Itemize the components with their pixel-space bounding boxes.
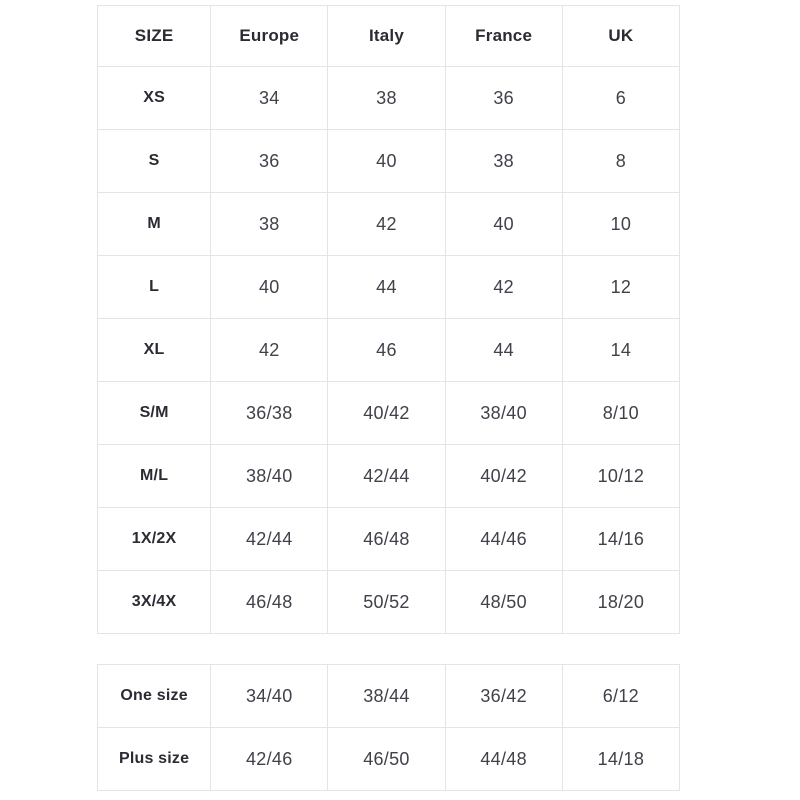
row-label-cell: One size xyxy=(98,665,211,728)
value-cell: 38/40 xyxy=(445,382,562,445)
table-row xyxy=(98,382,680,445)
value-cell: 38 xyxy=(328,67,445,130)
table-row xyxy=(98,445,680,508)
table-row xyxy=(98,508,680,571)
value-cell: 46/48 xyxy=(328,508,445,571)
row-label-cell: Plus size xyxy=(98,728,211,791)
row-label-cell: 1X/2X xyxy=(98,508,211,571)
value-cell: 36 xyxy=(211,130,328,193)
size-table-header xyxy=(98,6,680,67)
size-tables-container xyxy=(97,5,680,791)
value-cell: 42/46 xyxy=(211,728,328,791)
value-cell: 34/40 xyxy=(211,665,328,728)
value-cell: 14/16 xyxy=(562,508,679,571)
value-cell: 42 xyxy=(328,193,445,256)
value-cell: 36/42 xyxy=(445,665,562,728)
table-row xyxy=(98,193,680,256)
table-row xyxy=(98,728,680,791)
column-header: Italy xyxy=(328,6,445,67)
value-cell: 46/48 xyxy=(211,571,328,634)
table-row xyxy=(98,67,680,130)
value-cell: 6/12 xyxy=(562,665,679,728)
value-cell: 40/42 xyxy=(445,445,562,508)
value-cell: 40 xyxy=(328,130,445,193)
value-cell: 46/50 xyxy=(328,728,445,791)
value-cell: 18/20 xyxy=(562,571,679,634)
table-row xyxy=(98,256,680,319)
value-cell: 44 xyxy=(445,319,562,382)
column-header: Europe xyxy=(211,6,328,67)
value-cell: 38 xyxy=(445,130,562,193)
column-header: SIZE xyxy=(98,6,211,67)
value-cell: 14/18 xyxy=(562,728,679,791)
value-cell: 36/38 xyxy=(211,382,328,445)
value-cell: 38/40 xyxy=(211,445,328,508)
value-cell: 38 xyxy=(211,193,328,256)
value-cell: 40/42 xyxy=(328,382,445,445)
row-label-cell: L xyxy=(98,256,211,319)
row-label-cell: XL xyxy=(98,319,211,382)
row-label-cell: XS xyxy=(98,67,211,130)
value-cell: 44/48 xyxy=(445,728,562,791)
value-cell: 46 xyxy=(328,319,445,382)
value-cell: 12 xyxy=(562,256,679,319)
value-cell: 40 xyxy=(211,256,328,319)
value-cell: 10 xyxy=(562,193,679,256)
row-label-cell: 3X/4X xyxy=(98,571,211,634)
table-row xyxy=(98,665,680,728)
value-cell: 8 xyxy=(562,130,679,193)
value-cell: 44 xyxy=(328,256,445,319)
special-sizes-table-body xyxy=(98,665,680,791)
value-cell: 10/12 xyxy=(562,445,679,508)
value-cell: 38/44 xyxy=(328,665,445,728)
value-cell: 42/44 xyxy=(211,508,328,571)
header-row xyxy=(98,6,680,67)
column-header: UK xyxy=(562,6,679,67)
value-cell: 48/50 xyxy=(445,571,562,634)
value-cell: 44/46 xyxy=(445,508,562,571)
table-row xyxy=(98,319,680,382)
value-cell: 8/10 xyxy=(562,382,679,445)
table-row xyxy=(98,130,680,193)
value-cell: 42 xyxy=(445,256,562,319)
value-cell: 40 xyxy=(445,193,562,256)
row-label-cell: M/L xyxy=(98,445,211,508)
value-cell: 14 xyxy=(562,319,679,382)
size-conversion-table xyxy=(97,5,680,634)
row-label-cell: S/M xyxy=(98,382,211,445)
value-cell: 34 xyxy=(211,67,328,130)
value-cell: 36 xyxy=(445,67,562,130)
row-label-cell: M xyxy=(98,193,211,256)
table-row xyxy=(98,571,680,634)
special-sizes-table xyxy=(97,664,680,791)
value-cell: 42 xyxy=(211,319,328,382)
size-table-body xyxy=(98,67,680,634)
value-cell: 42/44 xyxy=(328,445,445,508)
value-cell: 50/52 xyxy=(328,571,445,634)
value-cell: 6 xyxy=(562,67,679,130)
column-header: France xyxy=(445,6,562,67)
row-label-cell: S xyxy=(98,130,211,193)
